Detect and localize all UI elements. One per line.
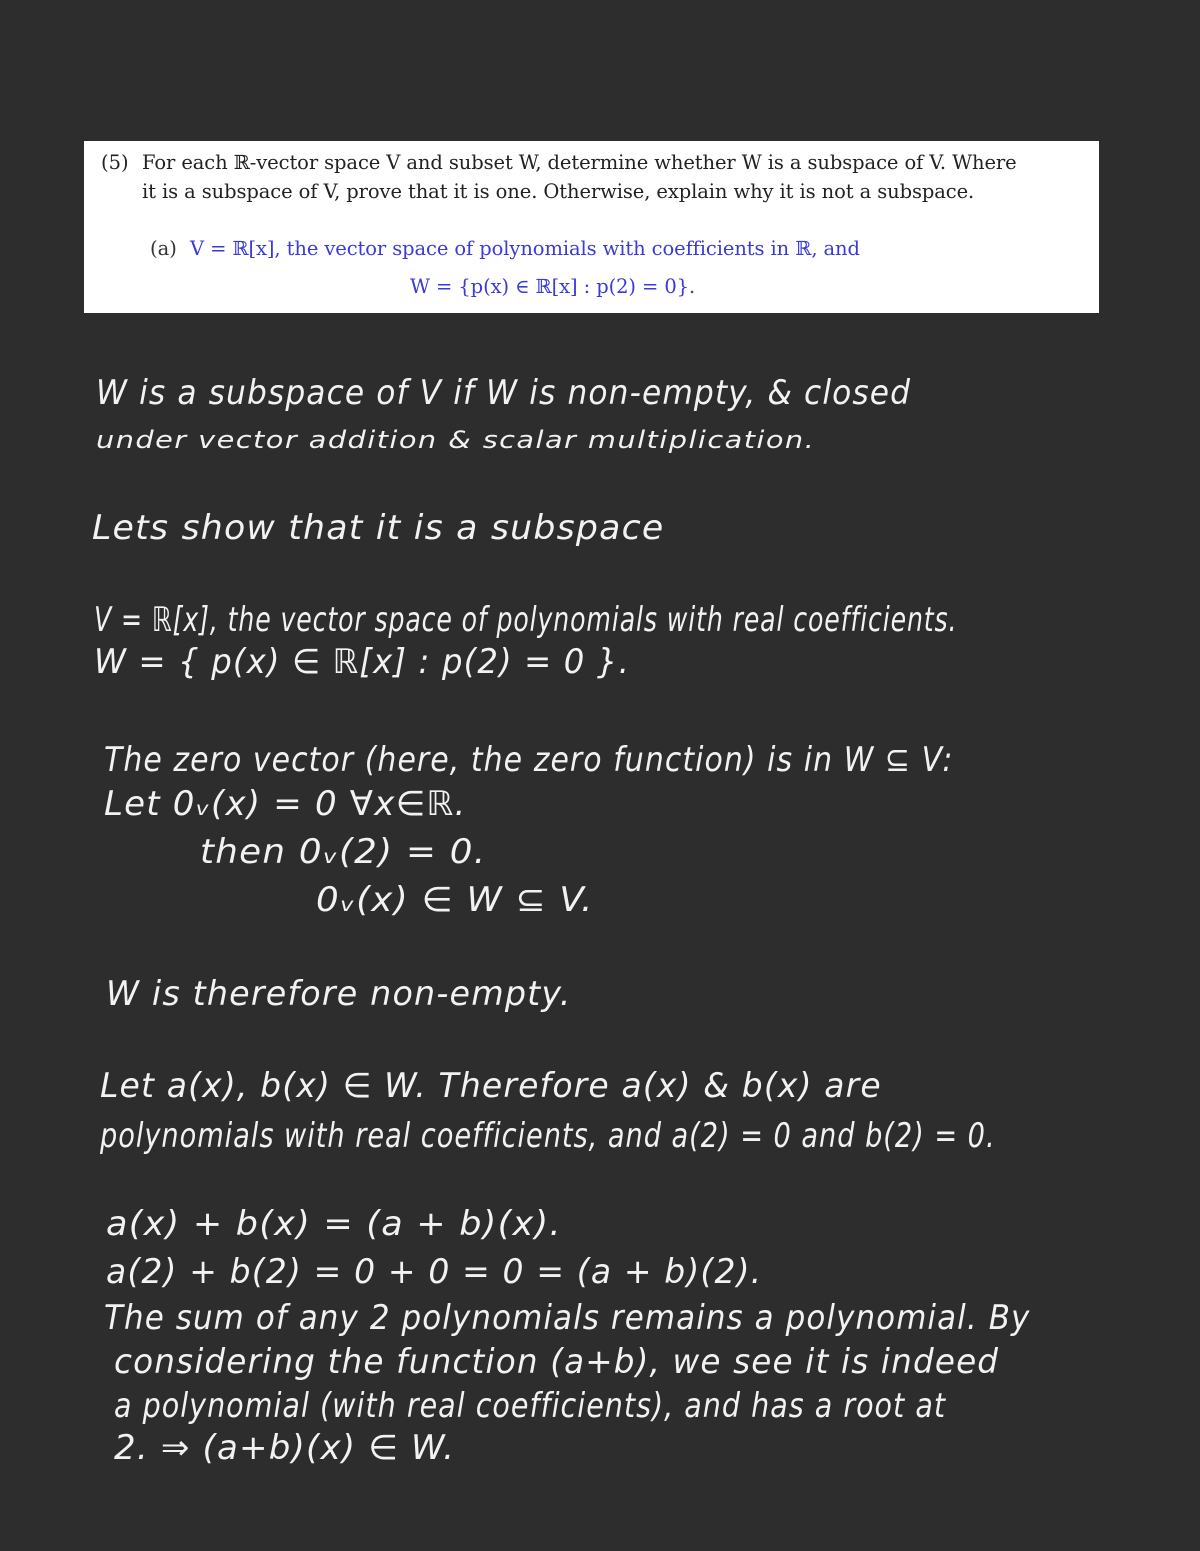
problem-statement-box (84, 141, 1099, 313)
note-line: a(x) + b(x) = (a + b)(x). (106, 1204, 562, 1244)
note-line: The sum of any 2 polynomials remains a polynomial. By (104, 1298, 1031, 1338)
part-label: (a) (150, 237, 177, 260)
part-a-text: V = ℝ[x], the vector space of polynomials with coefficients in ℝ, and (190, 237, 860, 260)
note-line: Let a(x), b(x) ∈ W. Therefore a(x) & b(x) are (100, 1066, 882, 1106)
note-line: a(2) + b(2) = 0 + 0 = 0 = (a + b)(2). (106, 1252, 763, 1292)
note-line: considering the function (a+b), we see it is indeed (114, 1342, 1000, 1382)
note-line: a polynomial (with real coefficients), and has a root at (114, 1386, 947, 1426)
note-line: W = { p(x) ∈ ℝ[x] : p(2) = 0 }. (94, 642, 630, 682)
note-line: W is therefore non-empty. (106, 974, 572, 1014)
note-line: Let 0ᵥ(x) = 0 ∀x∈ℝ. (104, 784, 467, 824)
note-line: 2. ⇒ (a+b)(x) ∈ W. (114, 1428, 456, 1468)
subset-definition: W = {p(x) ∈ ℝ[x] : p(2) = 0}. (410, 275, 696, 298)
note-line: under vector addition & scalar multiplication. (96, 426, 816, 454)
note-line: V = ℝ[x], the vector space of polynomials with real coefficients. (94, 600, 958, 640)
problem-line-1: For each ℝ-vector space V and subset W, determine whether W is a subspace of V. Where (142, 151, 1017, 174)
note-line: polynomials with real coefficients, and a(2) = 0 and b(2) = 0. (100, 1116, 996, 1156)
note-line: Lets show that it is a subspace (92, 508, 665, 548)
problem-line-2: it is a subspace of V, prove that it is one. Otherwise, explain why it is not a subspace. (142, 180, 975, 203)
note-line: 0ᵥ(x) ∈ W ⊆ V. (316, 880, 594, 920)
note-line: The zero vector (here, the zero function) is in W ⊆ V: (104, 740, 954, 780)
problem-number: (5) (101, 151, 129, 174)
note-line: W is a subspace of V if W is non-empty, & closed (96, 373, 912, 413)
note-line: then 0ᵥ(2) = 0. (200, 832, 487, 872)
